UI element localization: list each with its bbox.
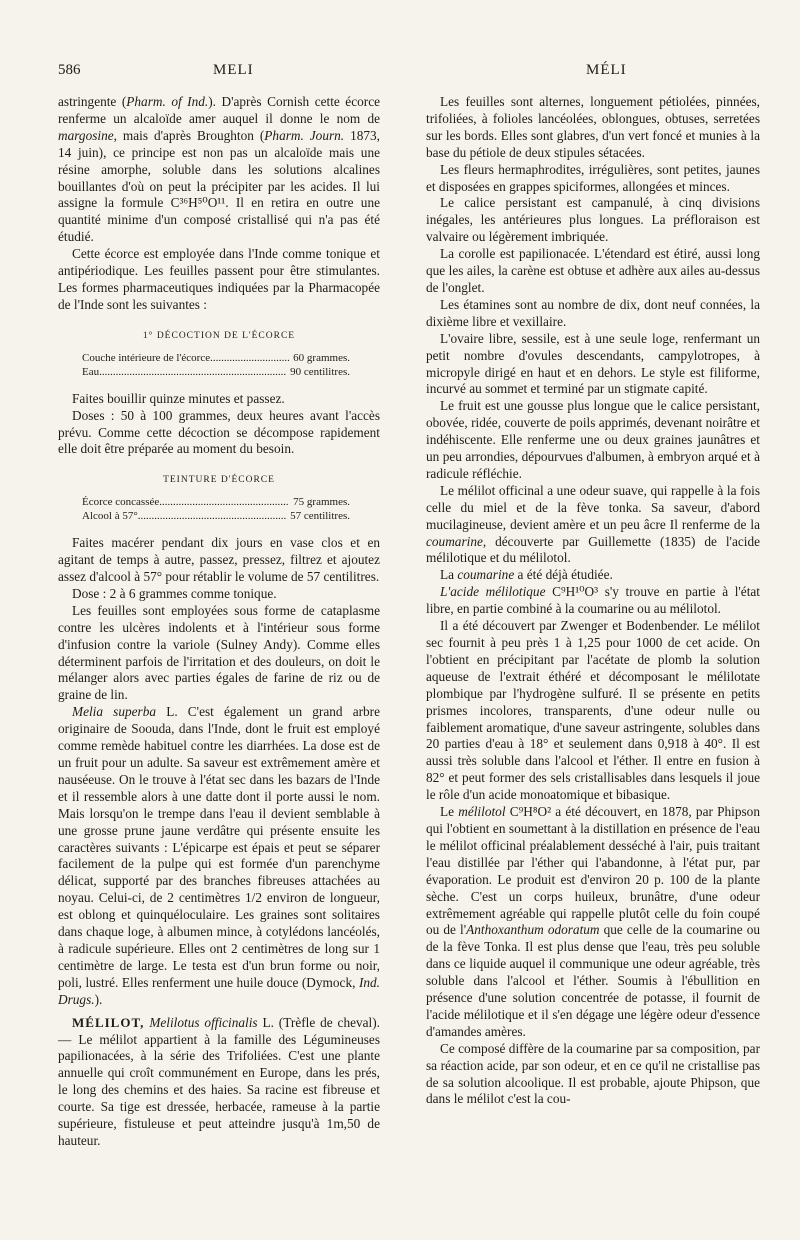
recipe-row: Alcool à 57° ..... 57 centilitres.	[82, 509, 350, 523]
paragraph: astringente (Pharm. of Ind.). D'après Cornish cette écorce renferme un alcaloïde amer auquel il donne le nom de margosine, mais d'après Broughton (Pharm. Journ. 1873, 14 juin), ce principe est non pas un alcaloïde mais une résine amorphe, soluble dans les solutions alcalines bouillantes d'où on peut la précipiter par les acides. Il lui assigne la formule C³⁶H⁵⁰O¹¹. Il en retira en outre une quantité minime d'un composé cristallisé qui n'a pas été étudié.	[58, 94, 380, 245]
running-head-left: MELI	[213, 62, 254, 78]
recipe-heading: TEINTURE D'ÉCORCE	[163, 475, 275, 486]
paragraph: La corolle est papilionacée. L'étendard est étiré, aussi long que les ailes, la carène est obtuse et adhère aux ailes au-dessus de l'onglet.	[426, 246, 760, 295]
page-header	[58, 62, 748, 84]
recipe-row: Écorce concassée ..... 75 grammes.	[82, 495, 350, 509]
left-column	[58, 94, 380, 1150]
paragraph: Les feuilles sont alternes, longuement pétiolées, pinnées, trifoliées, à folioles lancéolées, oblongues, obtuses, serretées sur les bords. Elles sont glabres, d'un vert foncé et munies à la base du pétiole de deux stipules sétacées.	[426, 94, 760, 160]
recipe-heading: 1° DÉCOCTION DE L'ÉCORCE	[142, 330, 296, 341]
entry-title: MÉLILOT,	[72, 1014, 145, 1030]
paragraph: Cette écorce est employée dans l'Inde comme tonique et antipériodique. Les feuilles passent pour être stimulantes. Les formes pharmaceutiques indiquées par la Pharmacopée de l'Inde sont les suivantes :	[58, 246, 380, 312]
paragraph: La coumarine a été déjà étudiée.	[440, 567, 613, 583]
paragraph: Ce composé diffère de la coumarine par sa composition, par sa réaction acide, par son odeur, et en ce qu'il ne cristallise pas de sa solution alcoolique. Il est probable, ajoute Phipson, que dans le mélilot c'est la cou-	[426, 1040, 760, 1107]
paragraph: Faites bouillir quinze minutes et passez.	[72, 390, 285, 406]
recipe-row: Eau ..... 90 centilitres.	[82, 365, 350, 379]
paragraph: Le fruit est une gousse plus longue que le calice persistant, obovée, ridée, couverte de poils apprimés, devenant noirâtre et indéhiscente. Elle renferme une ou deux graines jaunâtres et un peu arrondies, dépourvues d'albumen, à embryon arqué et à radicule réfléchie.	[426, 398, 760, 481]
recipe-table	[82, 351, 350, 379]
recipe-row: Couche intérieure de l'écorce ..... 60 grammes.	[82, 351, 350, 365]
paragraph: Les feuilles sont employées sous forme de cataplasme contre les ulcères indolents et à l'intérieur sous forme d'infusion contre la variole (Sulney Andy). Comme elles déterminent parfois de l'irritation et des douleurs, on doit le mélanger alors avec parties égales de farine de riz ou de graine de lin.	[58, 602, 380, 703]
right-column	[426, 94, 760, 1108]
paragraph: Melia superba L. C'est également un grand arbre originaire de Soouda, dans l'Inde, dont le fruit est employé comme remède habituel contre les diarrhées. La dose est de un fruit pour un adulte. Sa saveur est extrêmement amère et nauséeuse. On le trouve à l'état sec dans les bazars de l'Inde et il ressemble alors à une datte dont il porte aussi le nom. Mais lorsqu'on le trempe dans l'eau il devient semblable à une grosse prune jaune verdâtre qui présente ensuite les caractères suivants : L'épicarpe est épais et peut se séparer facilement de la pulpe qui est formée d'un parenchyme délicat, supporté par des branches fibreuses attachées au noyau. Celui-ci, de 2 centimètres 1/2 environ de longueur, est oblong et quinquéloculaire. Les graines sont solitaires dans chaque loge, à albumen mince, à cotylédons lancéolés, à radicule supérieure. Elles ont 2 centimètres de long sur 1 centimètre de large. Le testa est d'un brun forme ou noir, poli, lustré. Elles renferment une huile douce (Dymock, Ind. Drugs.).	[58, 704, 380, 1007]
paragraph: Le calice persistant est campanulé, à cinq divisions inégales, les antérieures plus longues. La préfloraison est valvaire ou légèrement imbriquée.	[426, 195, 760, 245]
paragraph: Doses : 50 à 100 grammes, deux heures avant l'accès prévu. Comme cette décoction se décompose rapidement elle doit être préparée au moment du besoin.	[58, 407, 380, 457]
paragraph: Faites macérer pendant dix jours en vase clos et en agitant de temps à autre, passez, pressez, filtrez et ajoutez assez d'alcool à 57° pour rétablir le volume de 57 centilitres.	[58, 535, 380, 585]
paragraph: Les étamines sont au nombre de dix, dont neuf connées, la dixième libre et vexillaire.	[426, 296, 760, 329]
recipe-table	[82, 495, 350, 523]
paragraph: L'ovaire libre, sessile, est à une seule loge, renfermant un petit nombre d'ovules descendants, campylotropes, à micropyle dirigé en haut et en dehors. Le style est filiforme, incurvé au sommet et terminé par un stigmate capité.	[426, 330, 760, 397]
paragraph: Le mélilot officinal a une odeur suave, qui rappelle à la fois celle du miel et de la fève tonka. Sa saveur, d'abord mucilagineuse, devient amère et un peu âcre Il renferme de la coumarine, découverte par Guillemette (1835) de l'acide mélilotique et du mélilotol.	[426, 482, 760, 566]
paragraph: Il a été découvert par Zwenger et Bodenbender. Le mélilot sec fournit à peu près 1 à 1,25 pour 1000 de cet acide. On l'obtient en précipitant par l'acétate de plomb la solution aqueuse de l'extrait éthéré et décomposant le mélilotate plombique par l'hydrogène sulfuré. Il se présente en petits prismes incolores, transparents, d'une odeur nulle ou faiblement aromatique, d'une saveur astringente, solubles dans 20 parties d'eau à 18° et seulement dans 0,918 à 40°. Il est aussi très soluble dans l'alcool et l'éther. Il entre en fusion à 82° et peut former des sels cristallisables dans lesquels il joue le rôle d'un acide monoatomique et bibasique.	[426, 618, 760, 803]
paragraph: Dose : 2 à 6 grammes comme tonique.	[72, 585, 277, 601]
running-head-right: MÉLI	[586, 62, 627, 78]
entry-melilot: MÉLILOT, Melilotus officinalis L. (Trèfle de cheval). — Le mélilot appartient à la famille des Légumineuses papilionacées, à la série des Trifoliées. C'est une plante annuelle qui croît communément en Europe, dans les prés, le long des chemins et des haies. Sa racine est fibreuse et courte. Sa tige est dressée, herbacée, rameuse à la partie supérieure, fistuleuse et peut atteindre jusqu'à 1m,50 de hauteur.	[58, 1014, 380, 1148]
paragraph: Les fleurs hermaphrodites, irrégulières, sont petites, jaunes et disposées en grappes spiciformes, allongées et minces.	[426, 161, 760, 194]
paragraph: Le mélilotol C⁹H⁸O² a été découvert, en 1878, par Phipson qui l'obtient en soumettant à la distillation en présence de l'eau le mélilot officinal préalablement desséché à l'air, puis traitant l'eau distillée par l'éther qui l'abandonne, à l'état pur, par évaporation. Le produit est d'environ 20 p. 100 de la plante sèche. C'est un corps huileux, brunâtre, d'une odeur extrêmement agréable qui rappelle plutôt celle du foin coupé ou de l'Anthoxanthum odoratum que celle de la coumarine ou de la fève Tonka. Il est plus dense que l'eau, très peu soluble dans ce liquide auquel il communique une odeur agréable, très soluble dans l'alcool et l'éther. Soumis à l'ébullition en présence d'une solution concentrée de potasse, il fournit de l'acide mélilotique et il s'en dégage une légère odeur d'essence d'amandes amères.	[426, 804, 760, 1039]
paragraph: L'acide mélilotique C⁹H¹⁰O³ s'y trouve en partie à l'état libre, en partie combiné à la coumarine ou au mélilotol.	[426, 584, 760, 617]
page-number: 586	[58, 62, 81, 78]
